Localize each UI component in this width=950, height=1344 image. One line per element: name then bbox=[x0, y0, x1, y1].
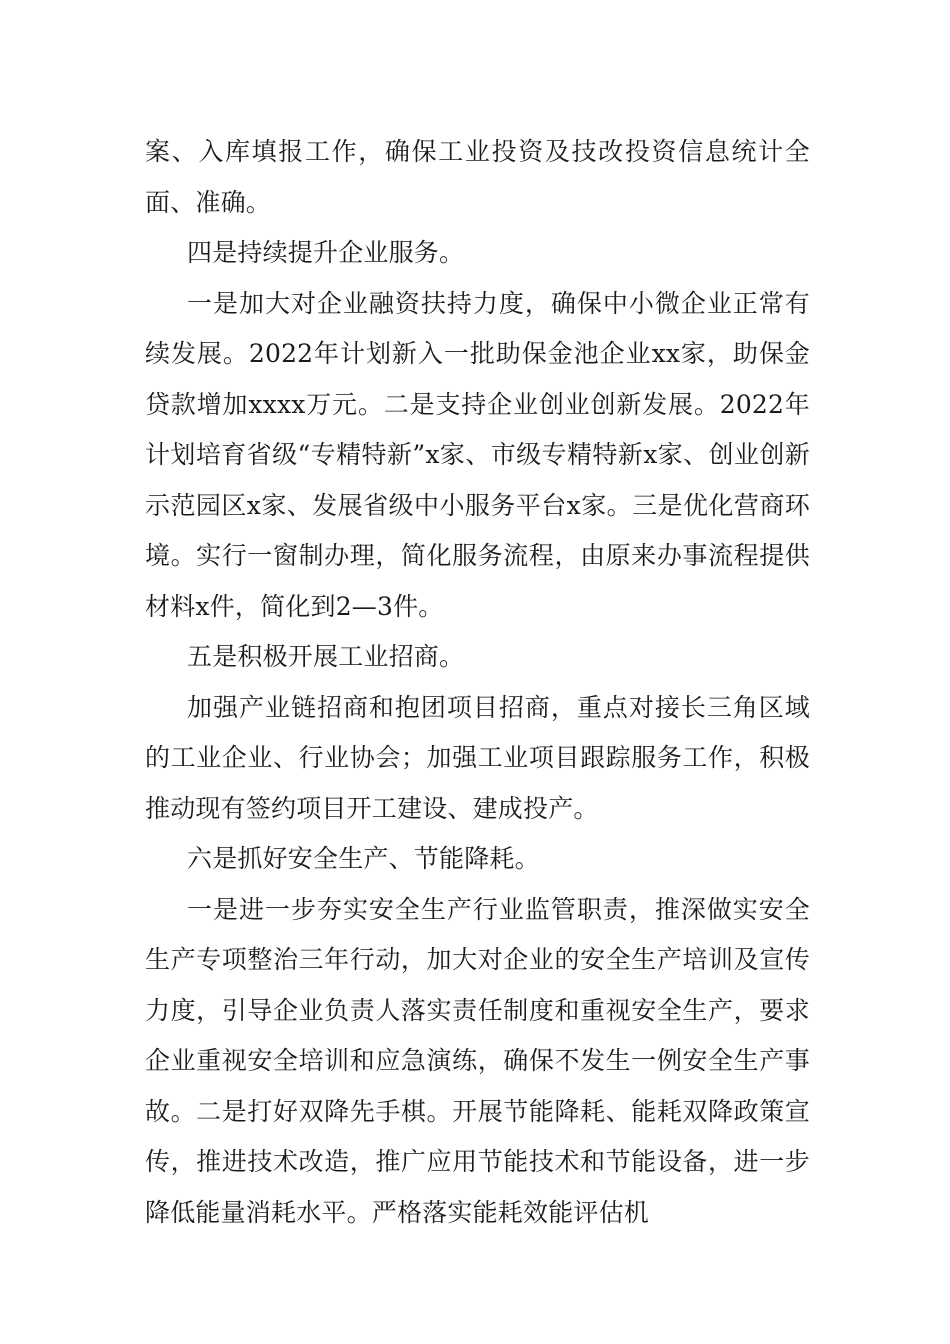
paragraph-enterprise-service: 一是加大对企业融资扶持力度，确保中小微企业正常有续发展。2022年计划新入一批助保金池企业xx家，助保金贷款增加xxxx万元。二是支持企业创业创新发展。2022年计划培育省级“专精特新”x家、市级专精特新x家、创业创新示范园区x家、发展省级中小服务平台x家。三是优化营商环境。实行一窗制办理，简化服务流程，由原来办事流程提供材料x件，简化到2—3件。 bbox=[145, 288, 810, 621]
heading-industrial-investment: 五是积极开展工业招商。 bbox=[187, 642, 465, 671]
document-body bbox=[145, 127, 810, 1238]
paragraph-industrial-investment: 加强产业链招商和抱团项目招商，重点对接长三角区域的工业企业、行业协会；加强工业项目跟踪服务工作，积极推动现有签约项目开工建设、建成投产。 bbox=[145, 692, 810, 823]
paragraph-continued-stats: 案、入库填报工作，确保工业投资及技改投资信息统计全面、准确。 bbox=[145, 137, 810, 217]
paragraph-safety-energy: 一是进一步夯实安全生产行业监管职责，推深做实安全生产专项整治三年行动，加大对企业的安全生产培训及宣传力度，引导企业负责人落实责任制度和重视安全生产，要求企业重视安全培训和应急演练，确保不发生一例安全生产事故。二是打好双降先手棋。开展节能降耗、能耗双降政策宣传，推进技术改造，推广应用节能技术和节能设备，进一步降低能量消耗水平。严格落实能耗效能评估机 bbox=[145, 894, 810, 1227]
heading-enterprise-service: 四是持续提升企业服务。 bbox=[187, 238, 465, 267]
heading-safety-energy: 六是抓好安全生产、节能降耗。 bbox=[187, 844, 540, 873]
